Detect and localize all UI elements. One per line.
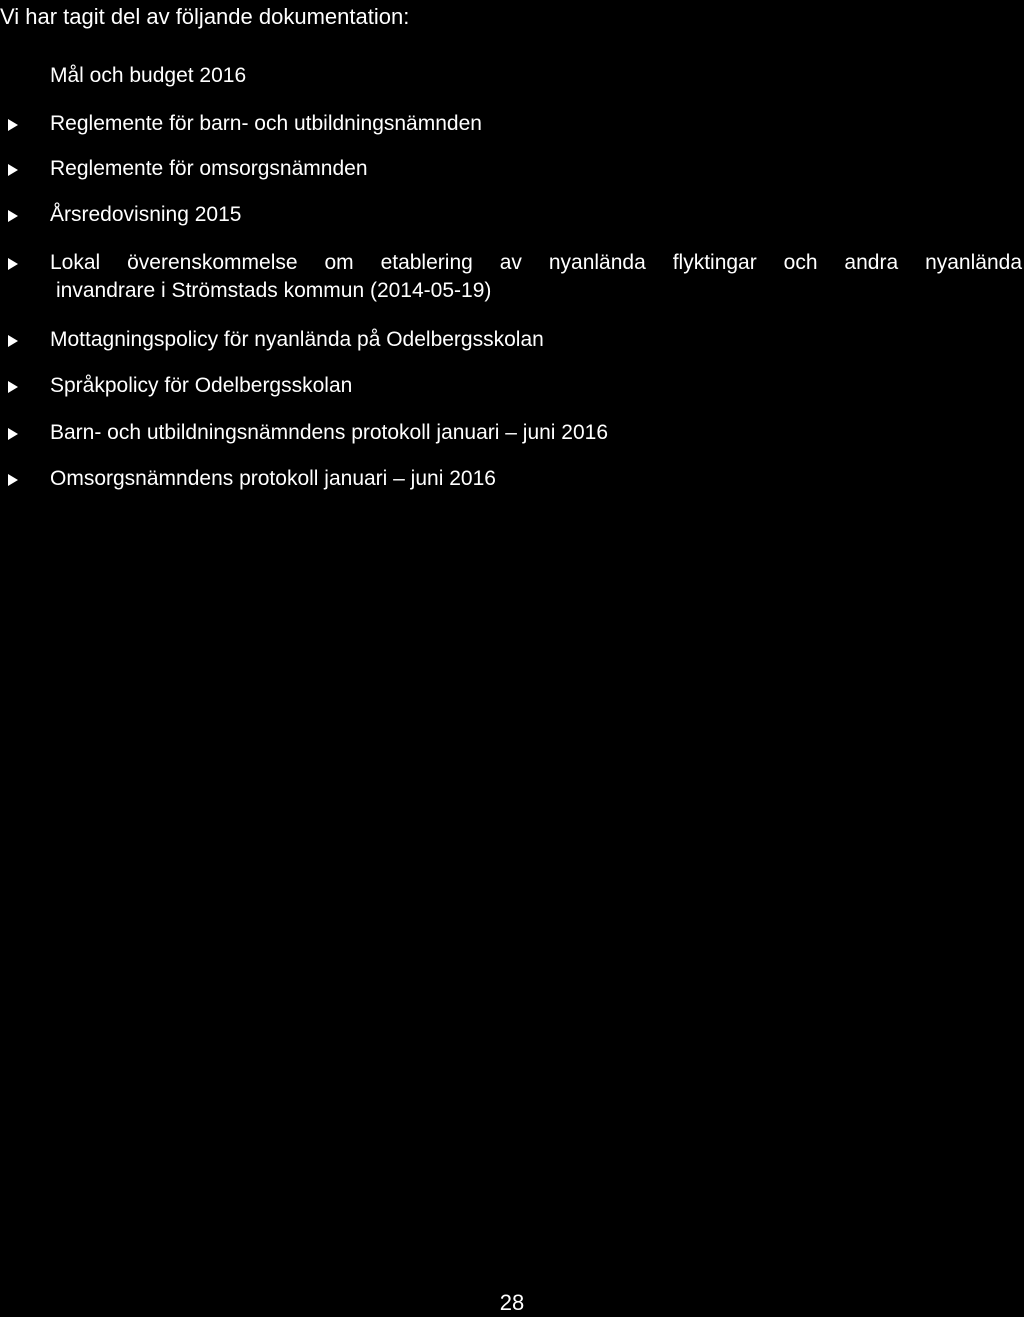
triangle-bullet-icon [8,474,18,486]
triangle-bullet-icon [8,258,18,270]
triangle-bullet-icon [8,164,18,176]
list-item-text: Reglemente för omsorgsnämnden [50,157,368,180]
triangle-bullet-icon [8,335,18,347]
list-item-text [50,249,1022,305]
list-item-text: Mål och budget 2016 [50,64,247,87]
list-item-line: invandrare i Strömstads kommun (2014-05-19) [56,279,492,302]
list-item-line: Lokal överenskommelse om etablering av nyanlända flyktingar och andra nyanlända [50,251,1022,274]
list-item-text: Språkpolicy för Odelbergsskolan [50,374,353,397]
page-number: 28 [499,1290,525,1315]
list-item-text: Årsredovisning 2015 [50,203,242,226]
triangle-bullet-icon [8,428,18,440]
list-item-text: Barn- och utbildningsnämndens protokoll januari – juni 2016 [50,421,609,444]
intro-heading: Vi har tagit del av följande dokumentation: [0,4,410,29]
list-item-text: Reglemente för barn- och utbildningsnämnden [50,112,482,135]
triangle-bullet-icon [8,381,18,393]
triangle-bullet-icon [8,210,18,222]
list-item-text: Omsorgsnämndens protokoll januari – juni 2016 [50,467,496,490]
triangle-bullet-icon [8,119,18,131]
documentation-list [0,0,1024,520]
list-item-text: Mottagningspolicy för nyanlända på Odelbergsskolan [50,328,544,351]
